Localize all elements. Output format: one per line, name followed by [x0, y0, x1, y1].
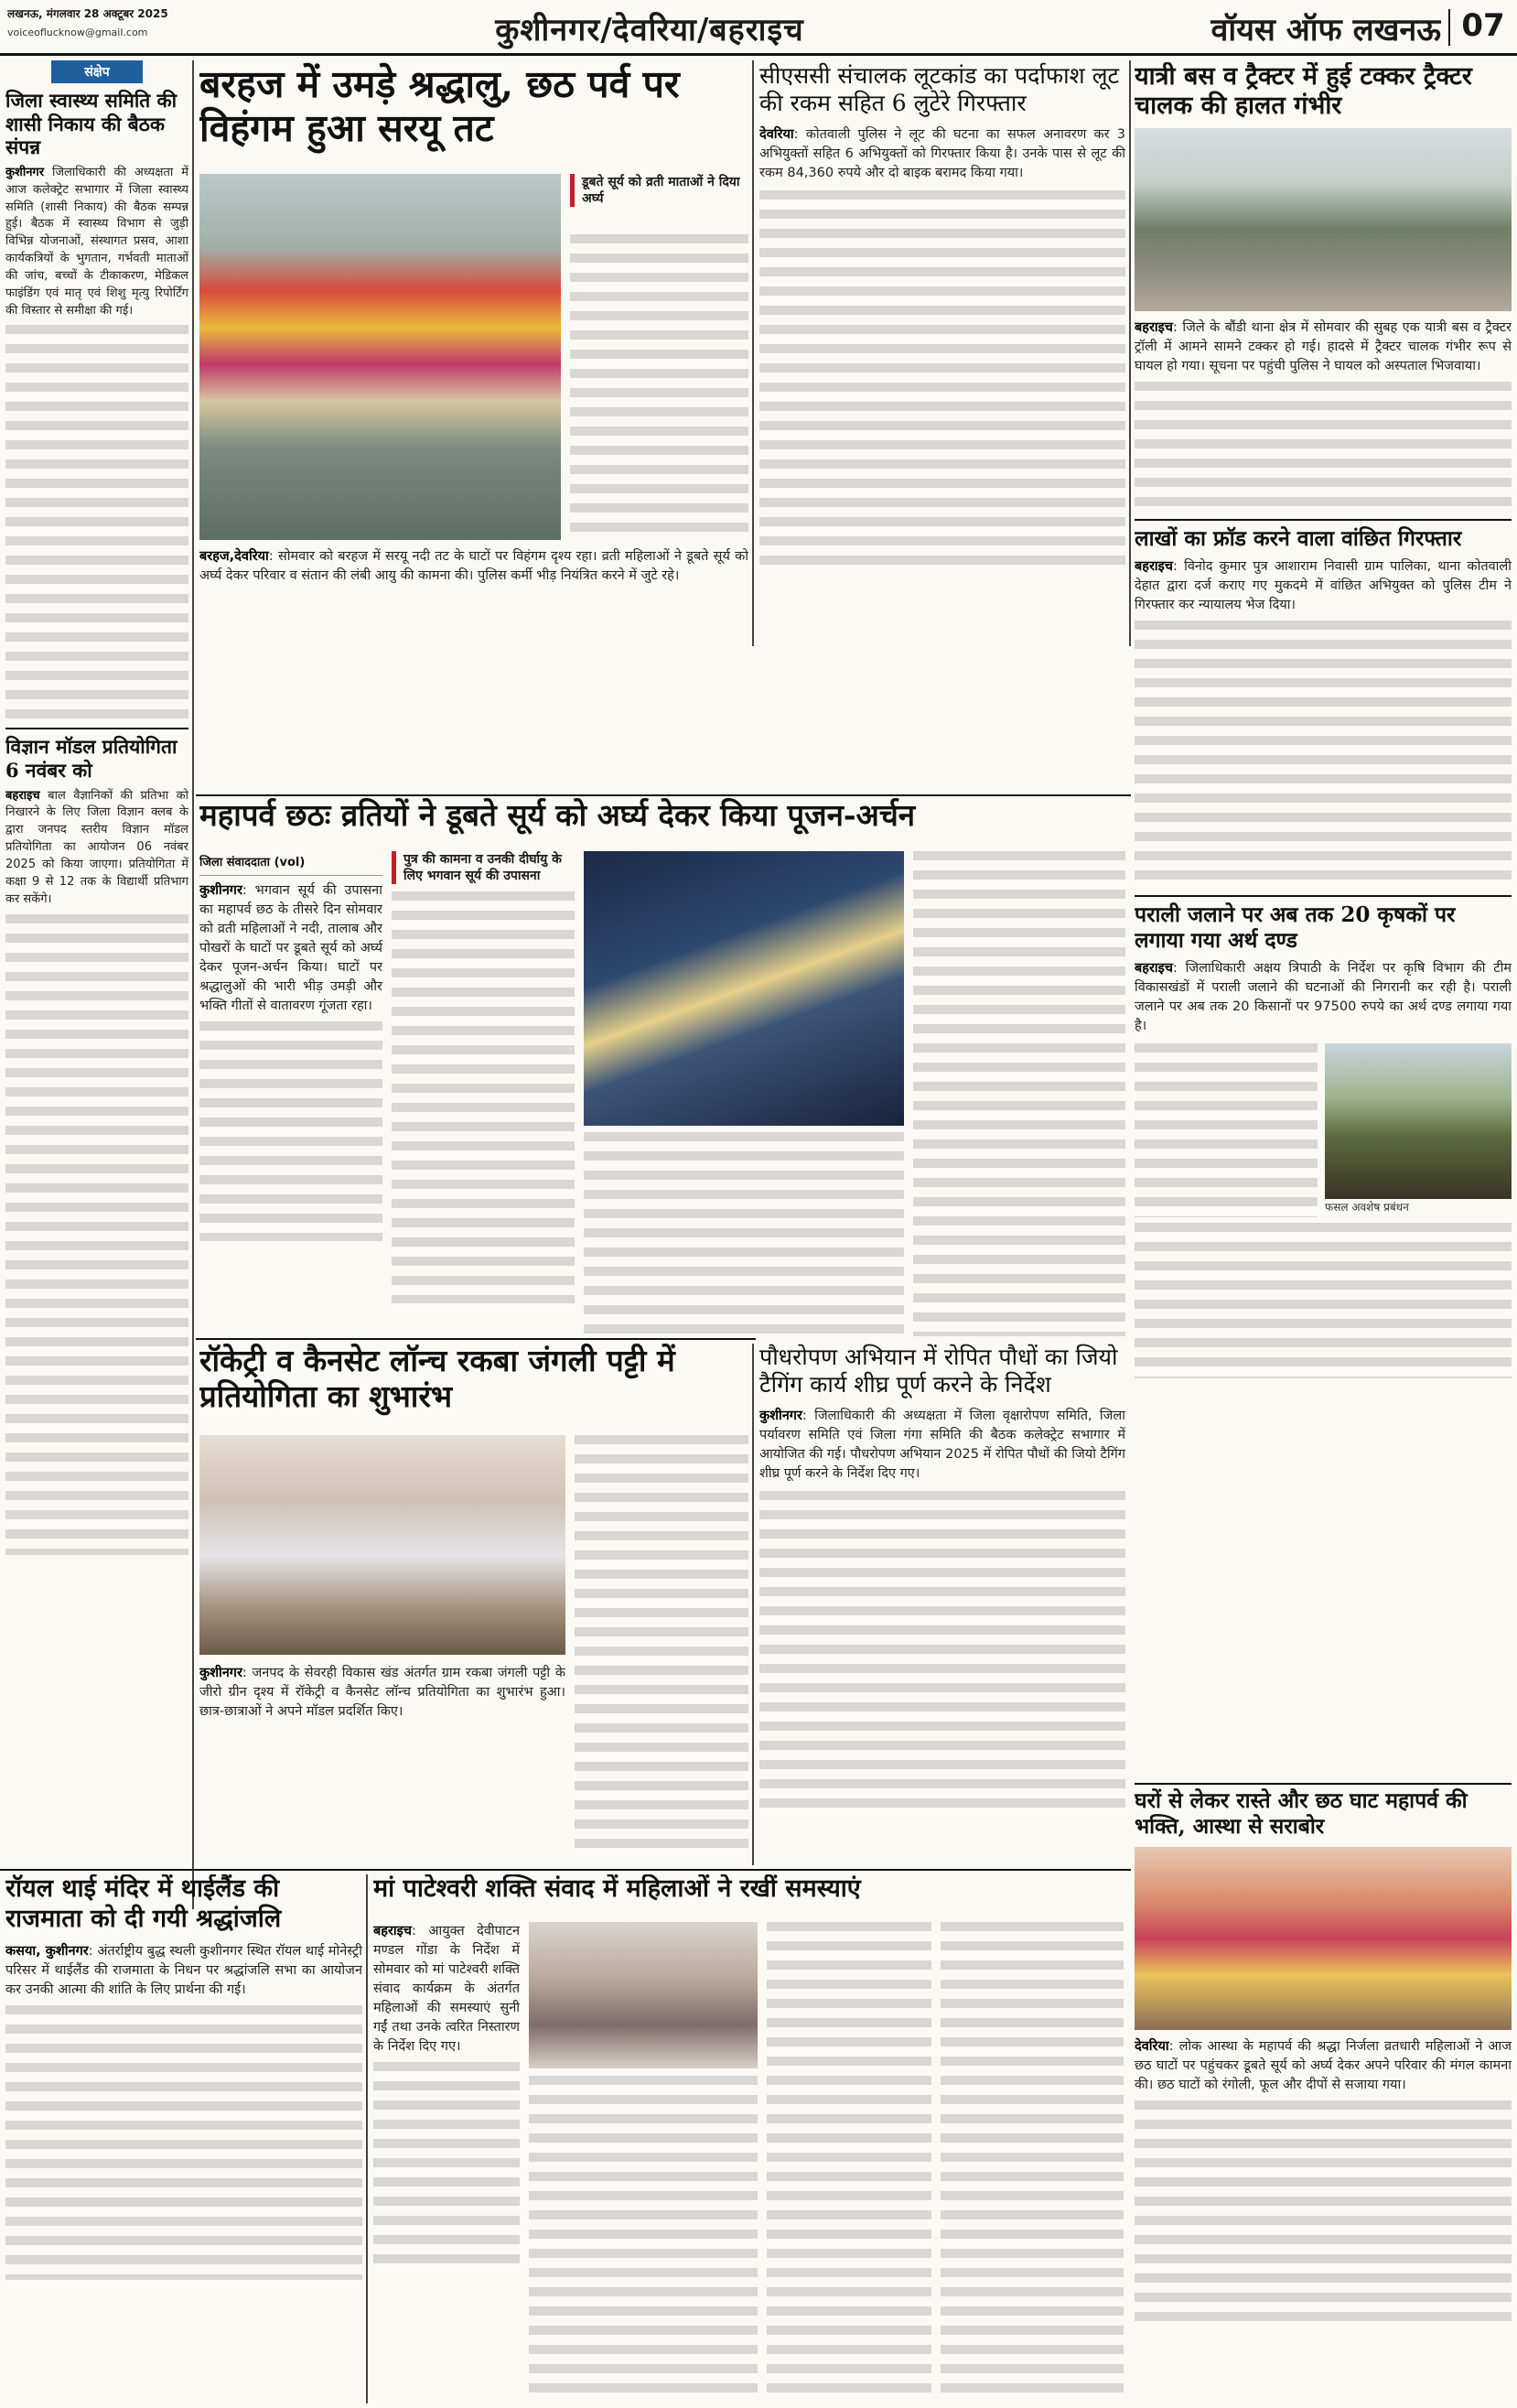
story-thai	[5, 1874, 362, 2403]
rocketry-top-rule	[196, 1338, 756, 1340]
parali-photo	[1325, 1043, 1512, 1199]
fraud-lead: बहराइच	[1135, 558, 1173, 574]
right-column	[1135, 62, 1512, 1783]
mahaparv-col3	[584, 1132, 904, 1334]
patesh-col1-continued	[373, 2062, 520, 2263]
ghat-body: देवरिया: लोक आस्था के महापर्व की श्रद्धा निर्जला व्रतधारी महिलाओं ने आज छठ घाटों पर पहुंचकर डूबते सूर्य को अर्घ्य देकर अपने परिवार की मंगल कामना की। छठ घाटों को रंगोली, फूल और दीपों से सजाया गया।	[1135, 2039, 1512, 2093]
header-rule	[0, 53, 1517, 56]
sidebar-story2-headline: विज्ञान मॉडल प्रतियोगिता 6 नवंबर को	[5, 728, 188, 782]
barhaj-text: सोमवार को बरहज में सरयू नदी तट के घाटों पर विहंगम दृश्य रहा। व्रती महिलाओं ने डूबते सूर्य को अर्घ्य देकर परिवार व संतान की लंबी आयु की कामना की। पुलिस कर्मी भीड़ नियंत्रित करने में जुटे रहे।	[199, 549, 748, 584]
mahaparv-subhead: पुत्र की कामना व उनकी दीर्घायु के लिए भगवान सूर्य की उपासना	[392, 851, 575, 884]
mahaparv-col2	[392, 851, 575, 1336]
parali-caption: फसल अवशेष प्रबंधन	[1325, 1201, 1409, 1215]
ghat-headline: घरों से लेकर रास्ते और छठ घाट महापर्व की भक्ति, आस्था से सराबोर	[1135, 1788, 1468, 1840]
patesh-text: आयुक्त देवीपाटन मण्डल गोंडा के निर्देश में सोमवार को मां पाटेश्वरी शक्ति संवाद कार्यक्रम के अंतर्गत महिलाओं की समस्याएं सुनी गईं तथा उनके त्वरित निस्तारण के निर्देश दिए गए।	[373, 1924, 520, 2055]
story-loot	[759, 62, 1125, 648]
bus-text: जिले के बौंडी थाना क्षेत्र में सोमवार की सुबह एक यात्री बस व ट्रैक्टर ट्रॉली में आमने सामने टक्कर हो गई। हादसे में ट्रैक्टर चालक गंभीर रूप से घायल हो गया। सूचना पर पहुंची पुलिस ने घायल को अस्पताल भिजवाया।	[1135, 319, 1512, 373]
ghat-text: लोक आस्था के महापर्व की श्रद्धा निर्जला व्रतधारी महिलाओं ने आज छठ घाटों पर पहुंचकर डूबते सूर्य को अर्घ्य देकर अपने परिवार की मंगल कामना की। छठ घाटों को रंगोली, फूल और दीपों से सजाया गया।	[1135, 2039, 1512, 2093]
rocketry-photo	[199, 1435, 565, 1655]
mahaparv-text: भगवान सूर्य की उपासना का महापर्व छठ के तीसरे दिन सोमवार को व्रती महिलाओं ने नदी, तालाब और पोखरों के घाटों पर डूबते सूर्य को अर्घ्य देकर पूजन-अर्चन किया। घाटों पर श्रद्धालुओं की भारी भीड़ उमड़ी और भक्ति गीतों से वातावरण गूंजता रहा।	[199, 883, 382, 1014]
loot-body: देवरिया: कोतवाली पुलिस ने लूट की घटना का सफल अनावरण कर 3 अभियुक्तों सहित 6 अभियुक्तों को गिरफ्तार किया है। उनके पास से लूट की रकम 84,360 रुपये और दो बाइक बरामद किया गया।	[759, 127, 1125, 181]
rocketry-body: कुशीनगर: जनपद के सेवरही विकास खंड अंतर्गत ग्राम रकबा जंगली पट्टी के जीरो ग्रीन दृश्य में रॉकेट्री व कैनसेट लॉन्च प्रतियोगिता का शुभारंभ हुआ। छात्र-छात्राओं ने अपने मॉडल प्रदर्शित किए।	[199, 1666, 565, 1720]
story-ghat	[1135, 1788, 1512, 2402]
story-paudhropan	[759, 1344, 1125, 1865]
mahaparv-col1	[199, 851, 382, 1336]
sidebar-story2-text: बाल वैज्ञानिकों की प्रतिभा को निखारने के लिए जिला विज्ञान क्लब के द्वारा जनपद स्तरीय विज्ञान मॉडल प्रतियोगिता का आयोजन 06 नवंबर 2025 को किया जाएगा। प्रतियोगिता में कक्षा 9 से 12 तक के विद्यार्थी प्रतिभाग कर सकेंगे।	[5, 788, 188, 906]
sidebar-label: संक्षेप	[51, 60, 143, 83]
parali-body: बहराइच: जिलाधिकारी अक्षय त्रिपाठी के निर्देश पर कृषि विभाग की टीम विकासखंडों में पराली जलाने की घटनाओं की निगरानी कर रही है। पराली जलाने पर अब तक 20 किसानों पर 97500 रुपये का अर्थ दण्ड लगाया गया है।	[1135, 960, 1512, 1033]
bus-continued	[1135, 382, 1512, 510]
thai-headline: रॉयल थाई मंदिर में थाईलैंड की राजमाता को दी गयी श्रद्धांजलि	[5, 1874, 282, 1933]
barhaj-subhead-box	[570, 174, 748, 229]
thai-text: अंतर्राष्ट्रीय बुद्ध स्थली कुशीनगर स्थित रॉयल थाई मोनेस्ट्री परिसर में थाईलैंड की राजमाता के निधन पर श्रद्धांजलि सभा का आयोजन कर उनकी आत्मा की शांति के लिए प्रार्थना की गई।	[5, 1943, 362, 1997]
loot-lead: देवरिया	[759, 127, 794, 142]
sidebar-story1-text: जिलाधिकारी की अध्यक्षता में आज कलेक्ट्रेट सभागार में जिला स्वास्थ्य समिति (शासी निकाय) की बैठक सम्पन्न हुई। बैठक में स्वास्थ्य विभाग से जुड़ी विभिन्न योजनाओं, संस्थागत प्रसव, आशा कार्यकत्रियों के भुगतान, गर्भवती माताओं की जांच, बच्चों के टीकाकरण, मेडिकल फाइंडिंग एवं मातृ एवं शिशु मृत्यु रिपोर्टिंग की विस्तार से समीक्षा की गई।	[5, 165, 188, 318]
patesh-col3	[767, 1922, 931, 2398]
barhaj-body: बरहज,देवरिया: सोमवार को बरहज में सरयू नदी तट के घाटों पर विहंगम दृश्य रहा। व्रती महिलाओं ने डूबते सूर्य को अर्घ्य देकर परिवार व संतान की लंबी आयु की कामना की। पुलिस कर्मी भीड़ नियंत्रित करने में जुटे रहे।	[199, 549, 748, 584]
mahaparv-headline: महापर्व छठः व्रतियों ने डूबते सूर्य को अर्घ्य देकर किया पूजन-अर्चन	[199, 798, 916, 833]
parali-lead: बहराइच	[1135, 960, 1173, 976]
header-divider	[1448, 9, 1450, 46]
mahaparv-photo	[584, 851, 904, 1126]
fraud-headline: लाखों का फ्रॉड करने वाला वांछित गिरफ्तार	[1135, 519, 1512, 552]
thai-lead: कसया, कुशीनगर	[5, 1943, 89, 1959]
story-patesh	[373, 1874, 1127, 2403]
ghat-top-rule	[1135, 1783, 1512, 1785]
patesh-col2	[529, 2076, 758, 2398]
contact-email[interactable]: voiceoflucknow@gmail.com	[7, 27, 148, 38]
barhaj-subhead: डूबते सूर्य को व्रती माताओं ने दिया अर्घ्य	[570, 174, 748, 207]
sidebar-story1-lead: कुशीनगर	[5, 165, 45, 179]
ghat-continued	[1135, 2100, 1512, 2329]
paudhropan-body: कुशीनगर: जिलाधिकारी की अध्यक्षता में जिला वृक्षारोपण समिति, जिला पर्यावरण समिति एवं जिला गंगा समिति की बैठक कलेक्ट्रेट सभागार में आयोजित की गई। पौधरोपण अभियान 2025 में रोपित पौधों की जियो टैगिंग शीघ्र पूर्ण करने के निर्देश दिए गए।	[759, 1409, 1125, 1482]
parali-headline: पराली जलाने पर अब तक 20 कृषकों पर लगाया गया अर्थ दण्ड	[1135, 895, 1512, 954]
bus-lead: बहराइच	[1135, 319, 1173, 335]
paudhropan-lead: कुशीनगर	[759, 1409, 802, 1423]
rocketry-col-right	[575, 1435, 748, 1856]
paudhropan-text: जिलाधिकारी की अध्यक्षता में जिला वृक्षारोपण समिति, जिला पर्यावरण समिति एवं जिला गंगा समिति की बैठक कलेक्ट्रेट सभागार में आयोजित की गई। पौधरोपण अभियान 2025 में रोपित पौधों की जियो टैगिंग शीघ्र पूर्ण करने के निर्देश दिए गए।	[759, 1409, 1125, 1482]
mahaparv-col2-continued	[392, 891, 575, 1303]
column-rule-2	[752, 60, 754, 646]
column-rule-4	[752, 1344, 754, 1865]
patesh-headline: मां पाटेश्वरी शक्ति संवाद में महिलाओं ने रखीं समस्याएं	[373, 1874, 861, 1903]
story-barhaj	[199, 62, 748, 648]
patesh-col1	[373, 1922, 520, 2398]
story-rocketry	[199, 1344, 748, 1865]
bus-body: बहराइच: जिले के बौंडी थाना क्षेत्र में सोमवार की सुबह एक यात्री बस व ट्रैक्टर ट्रॉली में आमने सामने टक्कर हो गई। हादसे में ट्रैक्टर चालक गंभीर रूप से घायल हो गया। सूचना पर पहुंची पुलिस ने घायल को अस्पताल भिजवाया।	[1135, 319, 1512, 373]
bus-photo	[1135, 128, 1512, 311]
patesh-body: बहराइच: आयुक्त देवीपाटन मण्डल गोंडा के निर्देश में सोमवार को मां पाटेश्वरी शक्ति संवाद कार्यक्रम के अंतर्गत महिलाओं की समस्याएं सुनी गईं तथा उनके त्वरित निस्तारण के निर्देश दिए गए।	[373, 1924, 520, 2055]
section-title: कुशीनगर/देवरिया/बहराइच	[495, 12, 804, 49]
parali-photo-wrap	[1325, 1043, 1512, 1217]
fraud-text: विनोद कुमार पुत्र आशाराम निवासी ग्राम पालिका, थाना कोतवाली देहात द्वारा दर्ज कराए गए मुकदमे में वांछित अभियुक्त को पुलिस टीम ने गिरफ्तार कर न्यायालय भेज दिया।	[1135, 558, 1512, 612]
mahaparv-col4	[913, 851, 1125, 1336]
mahaparv-col1-continued	[199, 1021, 382, 1241]
barhaj-lead: बरहज,देवरिया	[199, 549, 269, 564]
column-rule-3	[1129, 60, 1131, 646]
sidebar-story2-body	[5, 788, 188, 909]
sidebar-story2-continued	[5, 914, 188, 1555]
mahaparv-body: कुशीनगर: भगवान सूर्य की उपासना का महापर्व छठ के तीसरे दिन सोमवार को व्रती महिलाओं ने नदी, तालाब और पोखरों के घाटों पर डूबते सूर्य को अर्घ्य देकर पूजन-अर्चन किया। घाटों पर श्रद्धालुओं की भारी भीड़ उमड़ी और भक्ति गीतों से वातावरण गूंजता रहा।	[199, 883, 382, 1014]
brand-logo: वॉयस ऑफ लखनऊ	[1210, 12, 1441, 49]
mahaparv-top-rule	[196, 794, 1131, 796]
ghat-lead: देवरिया	[1135, 2039, 1169, 2055]
masthead-left	[7, 5, 245, 51]
sidebar-story1-continued	[5, 325, 188, 718]
paudhropan-continued	[759, 1491, 1125, 1811]
page-number: 07	[1461, 7, 1505, 44]
patesh-col4	[941, 1922, 1124, 2398]
patesh-lead: बहराइच	[373, 1924, 412, 1938]
issue-date: लखनऊ, मंगलवार 28 अक्टूबर 2025	[7, 7, 168, 20]
thai-continued	[5, 2005, 362, 2280]
fraud-continued	[1135, 621, 1512, 886]
sidebar-story1-headline: जिला स्वास्थ्य समिति की शासी निकाय की बैठक संपन्न	[5, 89, 178, 159]
mahaparv-lead: कुशीनगर	[199, 883, 242, 898]
loot-text: कोतवाली पुलिस ने लूट की घटना का सफल अनावरण कर 3 अभियुक्तों सहित 6 अभियुक्तों को गिरफ्तार किया है। उनके पास से लूट की रकम 84,360 रुपये और दो बाइक बरामद किया गया।	[759, 127, 1125, 181]
patesh-photo	[529, 1922, 758, 2068]
bus-headline: यात्री बस व ट्रैक्टर में हुई टक्कर ट्रैक्टर चालक की हालत गंभीर	[1135, 62, 1472, 120]
loot-continued	[759, 190, 1125, 566]
mahaparv-byline: जिला संवाददाता (vol)	[199, 851, 382, 876]
fraud-body: बहराइच: विनोद कुमार पुत्र आशाराम निवासी ग्राम पालिका, थाना कोतवाली देहात द्वारा दर्ज कराए गए मुकदमे में वांछित अभियुक्त को पुलिस टीम ने गिरफ्तार कर न्यायालय भेज दिया।	[1135, 558, 1512, 612]
parali-photo-row	[1135, 1043, 1512, 1217]
parali-text: जिलाधिकारी अक्षय त्रिपाठी के निर्देश पर कृषि विभाग की टीम विकासखंडों में पराली जलाने की घटनाओं की निगरानी कर रही है। पराली जलाने पर अब तक 20 किसानों पर 97500 रुपये का अर्थ दण्ड लगाया गया है।	[1135, 960, 1512, 1033]
rocketry-lead: कुशीनगर	[199, 1666, 242, 1680]
column-rule-1	[192, 60, 194, 1909]
loot-headline: सीएससी संचालक लूटकांड का पर्दाफाश लूट की रकम सहित 6 लुटेरे गिरफ्तार	[759, 62, 1120, 116]
column-rule-5	[366, 1874, 368, 2403]
parali-col	[1135, 1043, 1318, 1217]
sidebar	[5, 60, 188, 1909]
rocketry-text: जनपद के सेवरही विकास खंड अंतर्गत ग्राम रकबा जंगली पट्टी के जीरो ग्रीन दृश्य में रॉकेट्री व कैनसेट लॉन्च प्रतियोगिता का शुभारंभ हुआ। छात्र-छात्राओं ने अपने मॉडल प्रदर्शित किए।	[199, 1666, 565, 1720]
story-mahaparv	[199, 798, 1125, 1338]
barhaj-photo	[199, 174, 561, 540]
sidebar-story2-lead: बहराइच	[5, 788, 40, 803]
bottom-row-rule	[0, 1869, 1131, 1871]
barhaj-col-right	[570, 234, 748, 540]
thai-body: कसया, कुशीनगर: अंतर्राष्ट्रीय बुद्ध स्थली कुशीनगर स्थित रॉयल थाई मोनेस्ट्री परिसर में थाईलैंड की राजमाता के निधन पर श्रद्धांजलि सभा का आयोजन कर उनकी आत्मा की शांति के लिए प्रार्थना की गई।	[5, 1943, 362, 1997]
rocketry-headline: रॉकेट्री व कैनसेट लॉन्च रकबा जंगली पट्टी में प्रतियोगिता का शुभारंभ	[199, 1344, 675, 1414]
sidebar-story1-body	[5, 165, 188, 320]
barhaj-headline: बरहज में उमड़े श्रद्धालु, छठ पर्व पर विहंगम हुआ सरयू तट	[199, 62, 680, 151]
ghat-photo	[1135, 1847, 1512, 2030]
parali-continued	[1135, 1223, 1512, 1378]
paudhropan-headline: पौधरोपण अभियान में रोपित पौधों का जियो टैगिंग कार्य शीघ्र पूर्ण करने के निर्देश	[759, 1344, 1118, 1398]
